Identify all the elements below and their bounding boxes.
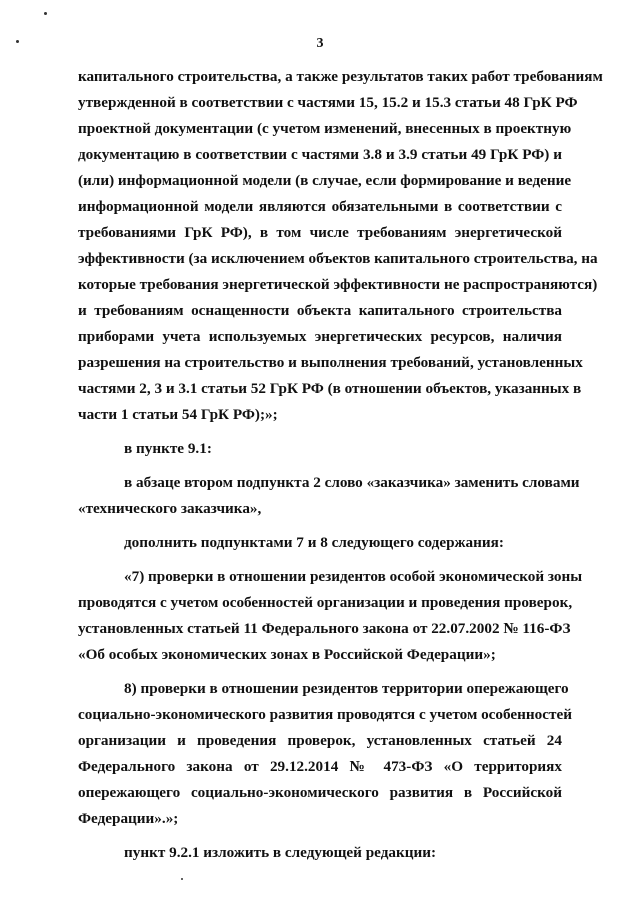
page-number: 3 [316,36,324,51]
subpoint-7-line: «7) проверки в отношении резидентов особой экономической зоны [124,568,583,585]
point-9-1-heading: в пункте 9.1: [124,440,212,457]
body-line: капитального строительства, а также результатов таких работ требованиям [78,68,603,85]
subpoint-8-line: социально-экономического развития проводятся с учетом особенностей [78,706,572,723]
body-line: приборами учета используемых энергетических ресурсов, наличия [78,328,562,345]
scan-speck [181,878,183,880]
body-line: «технического заказчика», [78,500,262,517]
document-body [78,64,603,866]
body-line: части 1 статьи 54 ГрК РФ);»; [78,406,278,423]
body-line: информационной модели являются обязательными в соответствии с [78,198,562,215]
body-line: документацию в соответствии с частями 3.8 и 3.9 статьи 49 ГрК РФ) и [78,146,562,163]
body-line: которые требования энергетической эффективности не распространяются) [78,276,598,293]
body-line: (или) информационной модели (в случае, если формирование и ведение [78,172,572,189]
subpoint-7-line: установленных статьей 11 Федерального закона от 22.07.2002 № 116-ФЗ [78,620,571,637]
subpoint-7-line: «Об особых экономических зонах в Российской Федерации»; [78,646,496,663]
body-line: в абзаце втором подпункта 2 слово «заказчика» заменить словами [124,474,580,491]
body-line: частями 2, 3 и 3.1 статьи 52 ГрК РФ (в отношении объектов, указанных в [78,380,582,397]
body-line: эффективности (за исключением объектов капитального строительства, на [78,250,598,267]
body-line: требованиями ГрК РФ), в том числе требованиям энергетической [78,224,562,241]
body-line: утвержденной в соответствии с частями 15, 15.2 и 15.3 статьи 48 ГрК РФ [78,94,578,111]
subpoint-8-line: Федерации».»; [78,810,179,827]
subpoint-8-line: организации и проведения проверок, установленных статьей 24 [78,732,562,749]
scan-speck [16,40,19,43]
subpoint-8-line: Федерального закона от 29.12.2014 № 473-ФЗ «О территориях [78,758,562,775]
subpoint-8-line: опережающего социально-экономического развития в Российской [78,784,562,801]
subpoint-7-line: проводятся с учетом особенностей организации и проведения проверок, [78,594,573,611]
body-line: разрешения на строительство и выполнения требований, установленных [78,354,583,371]
body-line: и требованиям оснащенности объекта капитального строительства [78,302,562,319]
body-line: дополнить подпунктами 7 и 8 следующего содержания: [124,534,504,551]
subpoint-8-line: 8) проверки в отношении резидентов территории опережающего [124,680,569,697]
point-9-2-1-heading: пункт 9.2.1 изложить в следующей редакции: [124,844,437,861]
body-line: проектной документации (с учетом изменений, внесенных в проектную [78,120,572,137]
scan-speck [44,12,47,15]
